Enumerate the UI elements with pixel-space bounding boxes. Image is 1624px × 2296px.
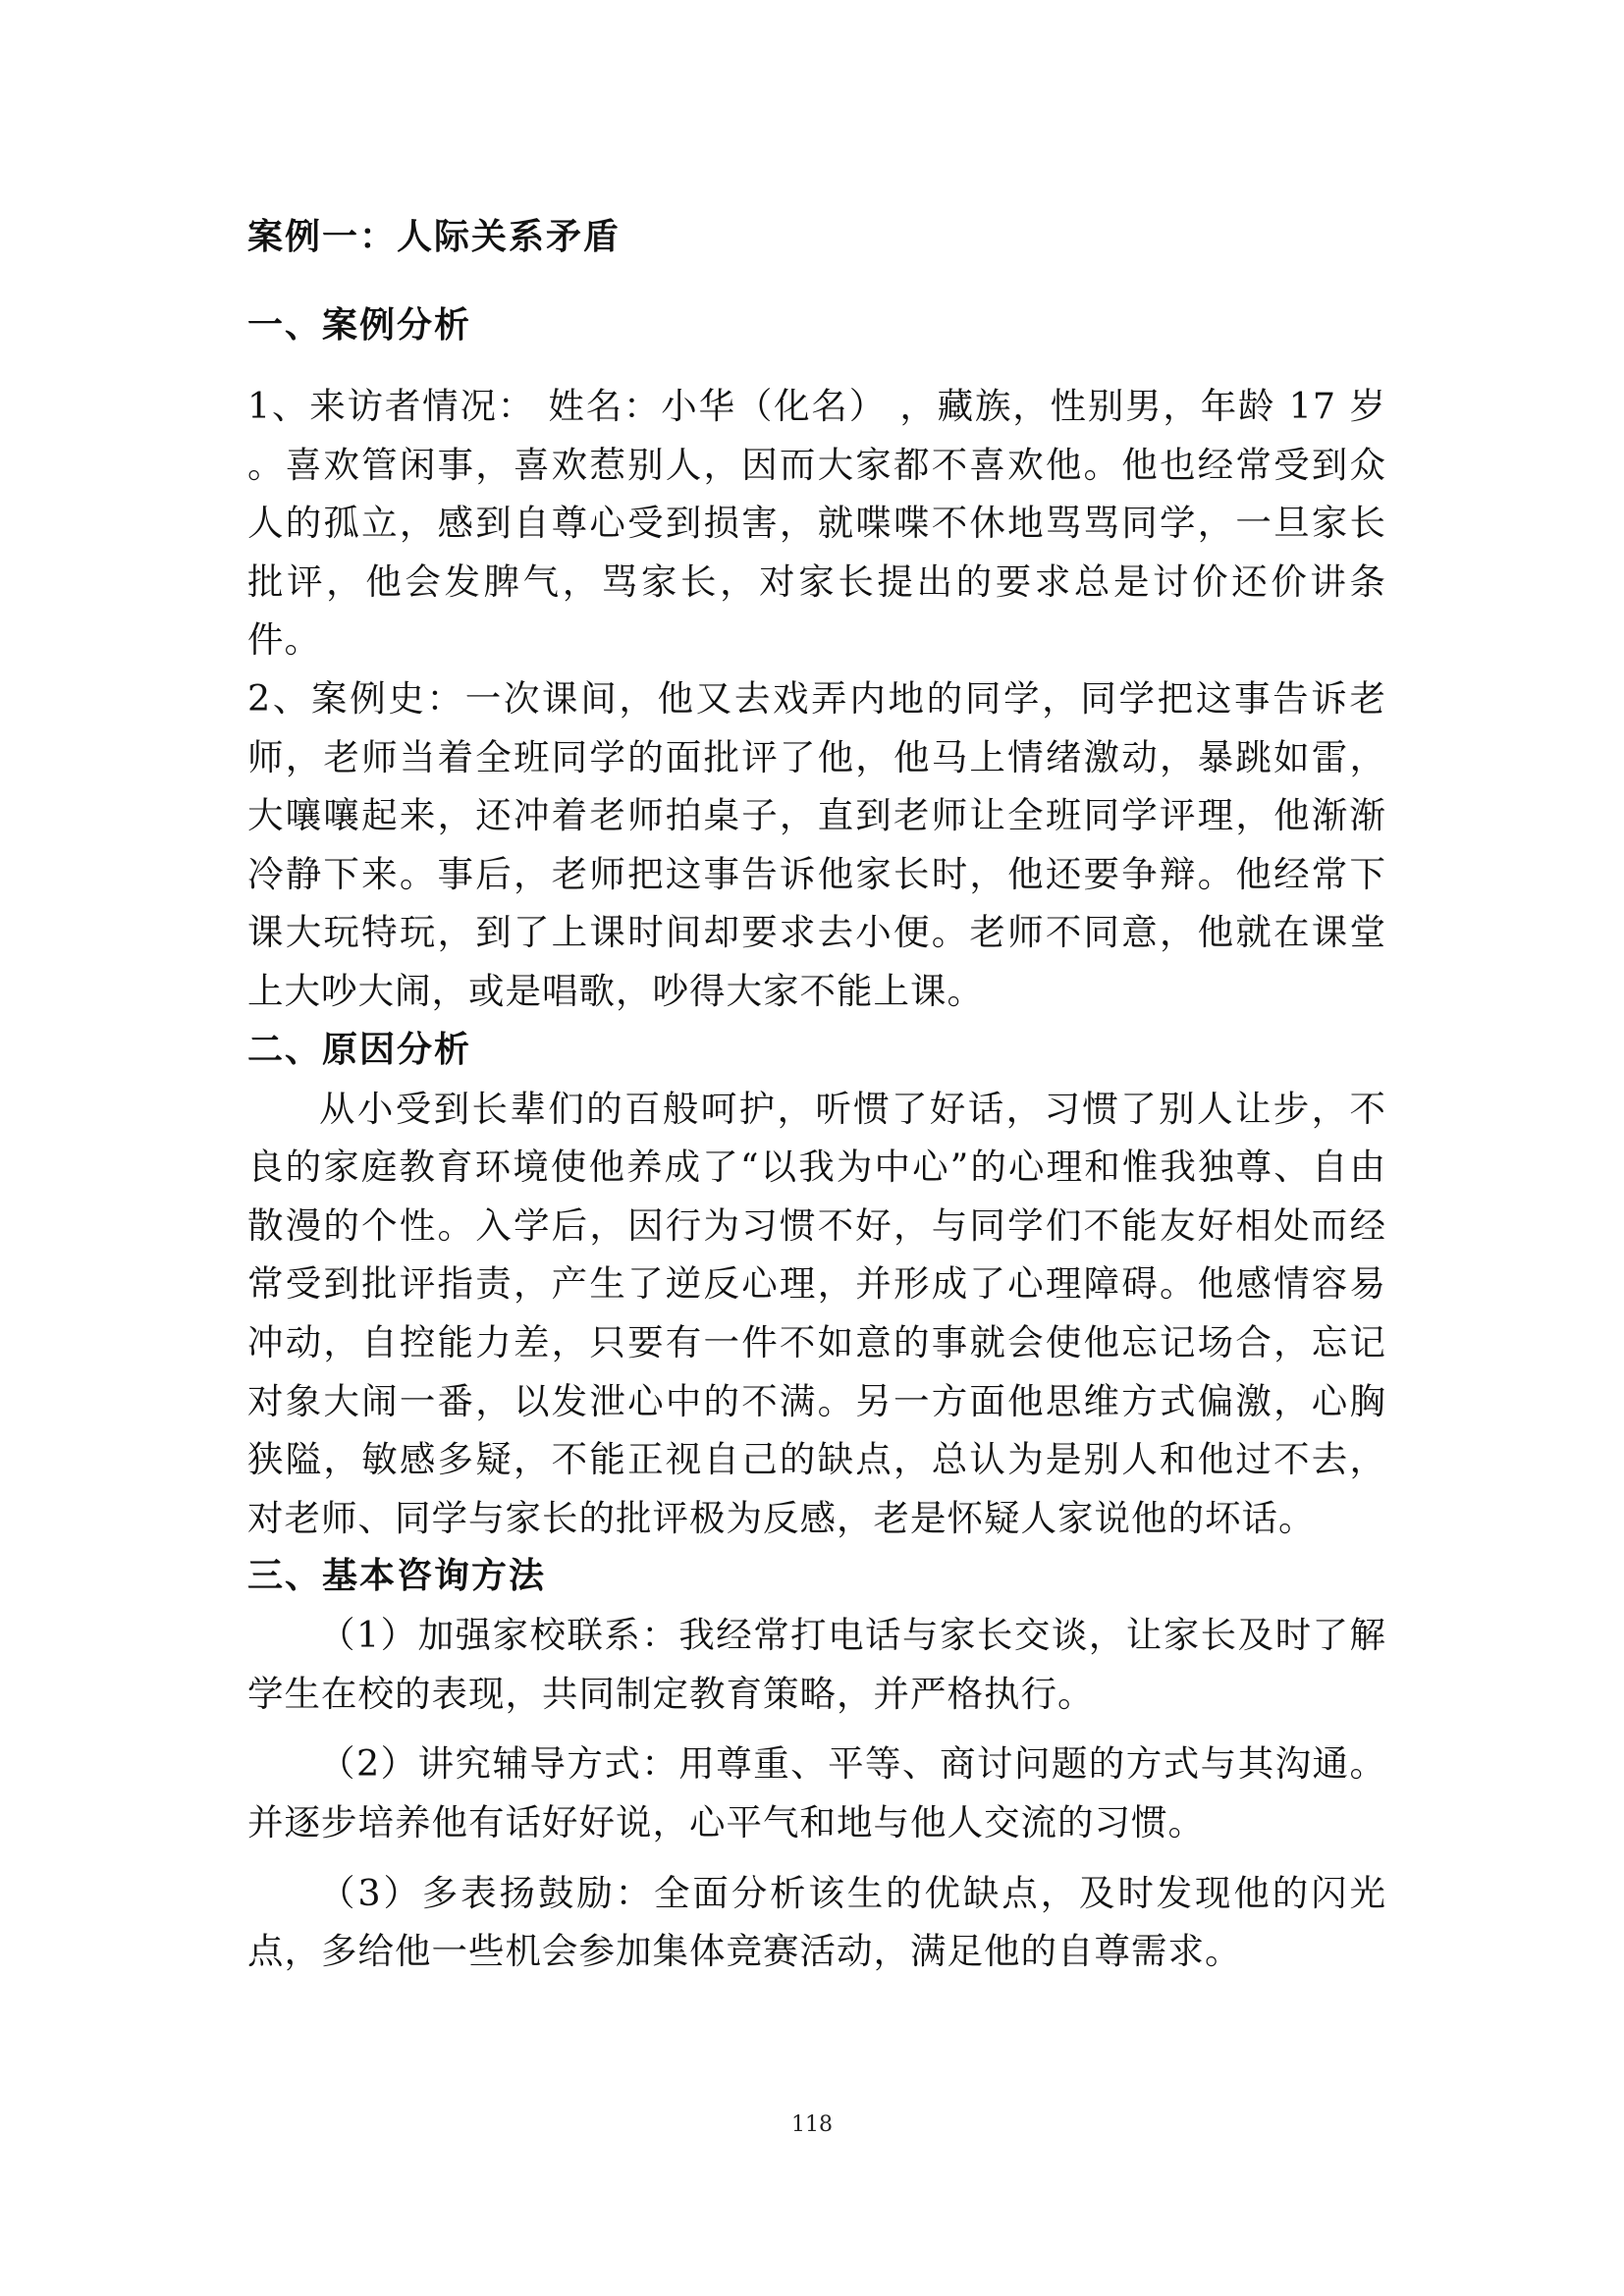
paragraph-cause-analysis: 从小受到长辈们的百般呵护，听惯了好话，习惯了别人让步，不良的家庭教育环境使他养成了“以我为中心”的心理和惟我独尊、自由散漫的个性。入学后，因行为习惯不好，与同学们不能友好相处而经常受到批评指责，产生了逆反心理，并形成了心理障碍。他感情容易冲动，自控能力差，只要有一件不如意的事就会使他忘记场合，忘记对象大闹一番，以发泄心中的不满。另一方面他思维方式偏激，心胸狭隘，敏感多疑，不能正视自己的缺点，总认为是别人和他过不去，对老师、同学与家长的批评极为反感，老是怀疑人家说他的坏话。 [247,1087,1386,1539]
section-heading-case-analysis: 一、案例分析 [247,305,472,346]
section-heading-cause-analysis: 二、原因分析 [247,1029,472,1070]
method-item-2: （2）讲究辅导方式：用尊重、平等、商讨问题的方式与其沟通。并逐步培养他有话好好说，心平气和地与他人交流的习惯。 [247,1742,1386,1844]
paragraph-case-history: 2、案例史：一次课间，他又去戏弄内地的同学，同学把这事告诉老师，老师当着全班同学的面批评了他，他马上情绪激动，暴跳如雷，大嚷嚷起来，还冲着老师拍桌子，直到老师让全班同学评理，他渐渐冷静下来。事后，老师把这事告诉他家长时，他还要争辩。他经常下课大玩特玩，到了上课时间却要求去小便。老师不同意，他就在课堂上大吵大闹，或是唱歌，吵得大家不能上课。 [247,676,1386,1012]
page-number: 118 [791,2112,833,2137]
document-body [247,208,1386,1981]
case-title: 案例一：人际关系矛盾 [247,217,622,257]
section-heading-counseling-methods: 三、基本咨询方法 [247,1556,547,1597]
paragraph-visitor-info: 1、来访者情况： 姓名：小华（化名） ，藏族，性别男，年龄 17 岁 。喜欢管闲事，喜欢惹别人，因而大家都不喜欢他。他也经常受到众人的孤立，感到自尊心受到损害，就喋喋不休地骂骂同学，一旦家长批评，他会发脾气，骂家长，对家长提出的要求总是讨价还价讲条件。 [247,385,1386,662]
method-item-3: （3）多表扬鼓励：全面分析该生的优缺点，及时发现他的闪光点，多给他一些机会参加集体竞赛活动，满足他的自尊需求。 [247,1871,1386,1973]
method-item-1: （1）加强家校联系：我经常打电话与家长交谈，让家长及时了解学生在校的表现，共同制定教育策略，并严格执行。 [247,1614,1386,1715]
